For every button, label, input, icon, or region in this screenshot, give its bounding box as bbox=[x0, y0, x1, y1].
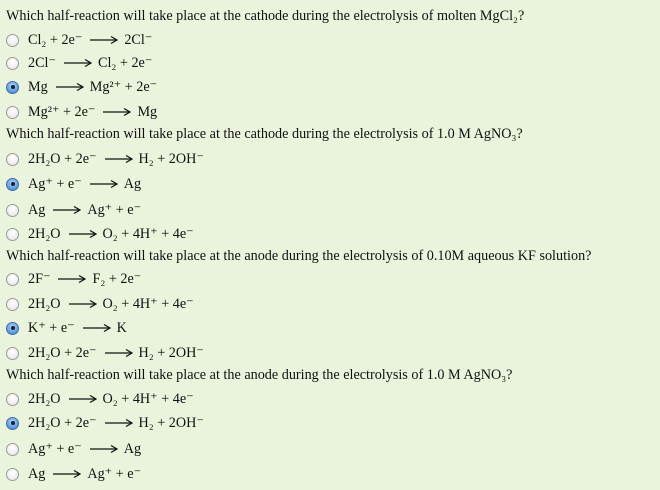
reaction-arrow-icon bbox=[58, 274, 86, 284]
question-4-option-1[interactable] bbox=[6, 389, 194, 409]
reaction-arrow-icon bbox=[103, 107, 131, 117]
reaction-arrow-icon bbox=[53, 205, 81, 215]
radio-button[interactable] bbox=[6, 273, 19, 286]
radio-button-selected[interactable] bbox=[6, 81, 19, 94]
question-2-option-3[interactable] bbox=[6, 200, 141, 220]
reaction-arrow-icon bbox=[105, 418, 133, 428]
question-3-option-3[interactable] bbox=[6, 318, 127, 338]
reaction-rhs: F₂ + 2e⁻ bbox=[92, 271, 142, 287]
reaction-rhs: Cl₂ + 2e⁻ bbox=[98, 55, 153, 71]
question-4-option-4[interactable] bbox=[6, 464, 141, 484]
question-4-text: Which half-reaction will take place at the anode during the electrolysis of 1.0 M AgNO₃? bbox=[6, 367, 513, 383]
reaction-lhs: 2H₂O + 2e⁻ bbox=[28, 151, 97, 167]
question-4-option-2[interactable] bbox=[6, 413, 204, 433]
radio-button[interactable] bbox=[6, 298, 19, 311]
reaction-arrow-icon bbox=[83, 323, 111, 333]
question-3-option-1[interactable] bbox=[6, 269, 141, 289]
reaction-lhs: 2H₂O bbox=[28, 296, 61, 312]
radio-button[interactable] bbox=[6, 393, 19, 406]
question-1-option-3[interactable] bbox=[6, 77, 157, 97]
radio-button[interactable] bbox=[6, 228, 19, 241]
question-2-option-1[interactable] bbox=[6, 149, 204, 169]
reaction-arrow-icon bbox=[56, 82, 84, 92]
question-3-option-4[interactable] bbox=[6, 343, 204, 363]
reaction-lhs: 2H₂O bbox=[28, 226, 61, 242]
reaction-lhs: Ag⁺ + e⁻ bbox=[28, 176, 82, 192]
reaction-arrow-icon bbox=[69, 299, 97, 309]
question-3-option-2[interactable] bbox=[6, 294, 194, 314]
reaction-rhs: H₂ + 2OH⁻ bbox=[138, 345, 204, 361]
reaction-lhs: K⁺ + e⁻ bbox=[28, 320, 75, 336]
question-1-option-1[interactable] bbox=[6, 30, 152, 50]
reaction-rhs: K bbox=[116, 320, 127, 336]
question-3-text: Which half-reaction will take place at the anode during the electrolysis of 0.10M aqueous KF solution? bbox=[6, 248, 592, 264]
reaction-arrow-icon bbox=[69, 394, 97, 404]
radio-button[interactable] bbox=[6, 153, 19, 166]
question-2-option-4[interactable] bbox=[6, 224, 194, 244]
reaction-rhs: O₂ + 4H⁺ + 4e⁻ bbox=[102, 226, 194, 242]
question-2-text: Which half-reaction will take place at the cathode during the electrolysis of 1.0 M AgNO₃? bbox=[6, 126, 523, 142]
radio-button[interactable] bbox=[6, 204, 19, 217]
reaction-arrow-icon bbox=[105, 348, 133, 358]
radio-button-selected[interactable] bbox=[6, 417, 19, 430]
reaction-lhs: 2H₂O + 2e⁻ bbox=[28, 345, 97, 361]
reaction-rhs: Ag bbox=[123, 441, 142, 457]
radio-button[interactable] bbox=[6, 468, 19, 481]
question-1-option-4[interactable] bbox=[6, 102, 157, 122]
question-1-text: Which half-reaction will take place at the cathode during the electrolysis of molten MgCl₂? bbox=[6, 8, 525, 24]
reaction-lhs: 2Cl⁻ bbox=[28, 55, 56, 71]
question-2-option-2[interactable] bbox=[6, 174, 141, 194]
reaction-lhs: 2H₂O bbox=[28, 391, 61, 407]
radio-button[interactable] bbox=[6, 106, 19, 119]
reaction-lhs: Ag bbox=[28, 466, 46, 482]
reaction-rhs: O₂ + 4H⁺ + 4e⁻ bbox=[102, 391, 194, 407]
radio-button[interactable] bbox=[6, 57, 19, 70]
reaction-lhs: Ag⁺ + e⁻ bbox=[28, 441, 82, 457]
reaction-lhs: Cl₂ + 2e⁻ bbox=[28, 32, 83, 48]
question-1-option-2[interactable] bbox=[6, 53, 152, 73]
radio-button-selected[interactable] bbox=[6, 322, 19, 335]
reaction-arrow-icon bbox=[105, 154, 133, 164]
reaction-arrow-icon bbox=[69, 229, 97, 239]
reaction-lhs: Mg bbox=[28, 79, 48, 95]
reaction-rhs: H₂ + 2OH⁻ bbox=[138, 151, 204, 167]
radio-button[interactable] bbox=[6, 443, 19, 456]
reaction-rhs: Ag bbox=[123, 176, 142, 192]
reaction-arrow-icon bbox=[90, 444, 118, 454]
reaction-rhs: Ag⁺ + e⁻ bbox=[87, 466, 142, 482]
reaction-lhs: Mg²⁺ + 2e⁻ bbox=[28, 104, 96, 120]
reaction-rhs: H₂ + 2OH⁻ bbox=[138, 415, 204, 431]
radio-button[interactable] bbox=[6, 34, 19, 47]
reaction-arrow-icon bbox=[90, 35, 118, 45]
reaction-arrow-icon bbox=[90, 179, 118, 189]
reaction-rhs: 2Cl⁻ bbox=[124, 32, 153, 48]
reaction-rhs: Ag⁺ + e⁻ bbox=[87, 202, 142, 218]
reaction-rhs: Mg bbox=[137, 104, 158, 120]
reaction-arrow-icon bbox=[64, 58, 92, 68]
radio-button[interactable] bbox=[6, 347, 19, 360]
radio-button-selected[interactable] bbox=[6, 178, 19, 191]
reaction-lhs: 2H₂O + 2e⁻ bbox=[28, 415, 97, 431]
question-4-option-3[interactable] bbox=[6, 439, 141, 459]
reaction-rhs: O₂ + 4H⁺ + 4e⁻ bbox=[102, 296, 194, 312]
reaction-lhs: 2F⁻ bbox=[28, 271, 51, 287]
reaction-lhs: Ag bbox=[28, 202, 46, 218]
reaction-rhs: Mg²⁺ + 2e⁻ bbox=[89, 79, 158, 95]
reaction-arrow-icon bbox=[53, 469, 81, 479]
